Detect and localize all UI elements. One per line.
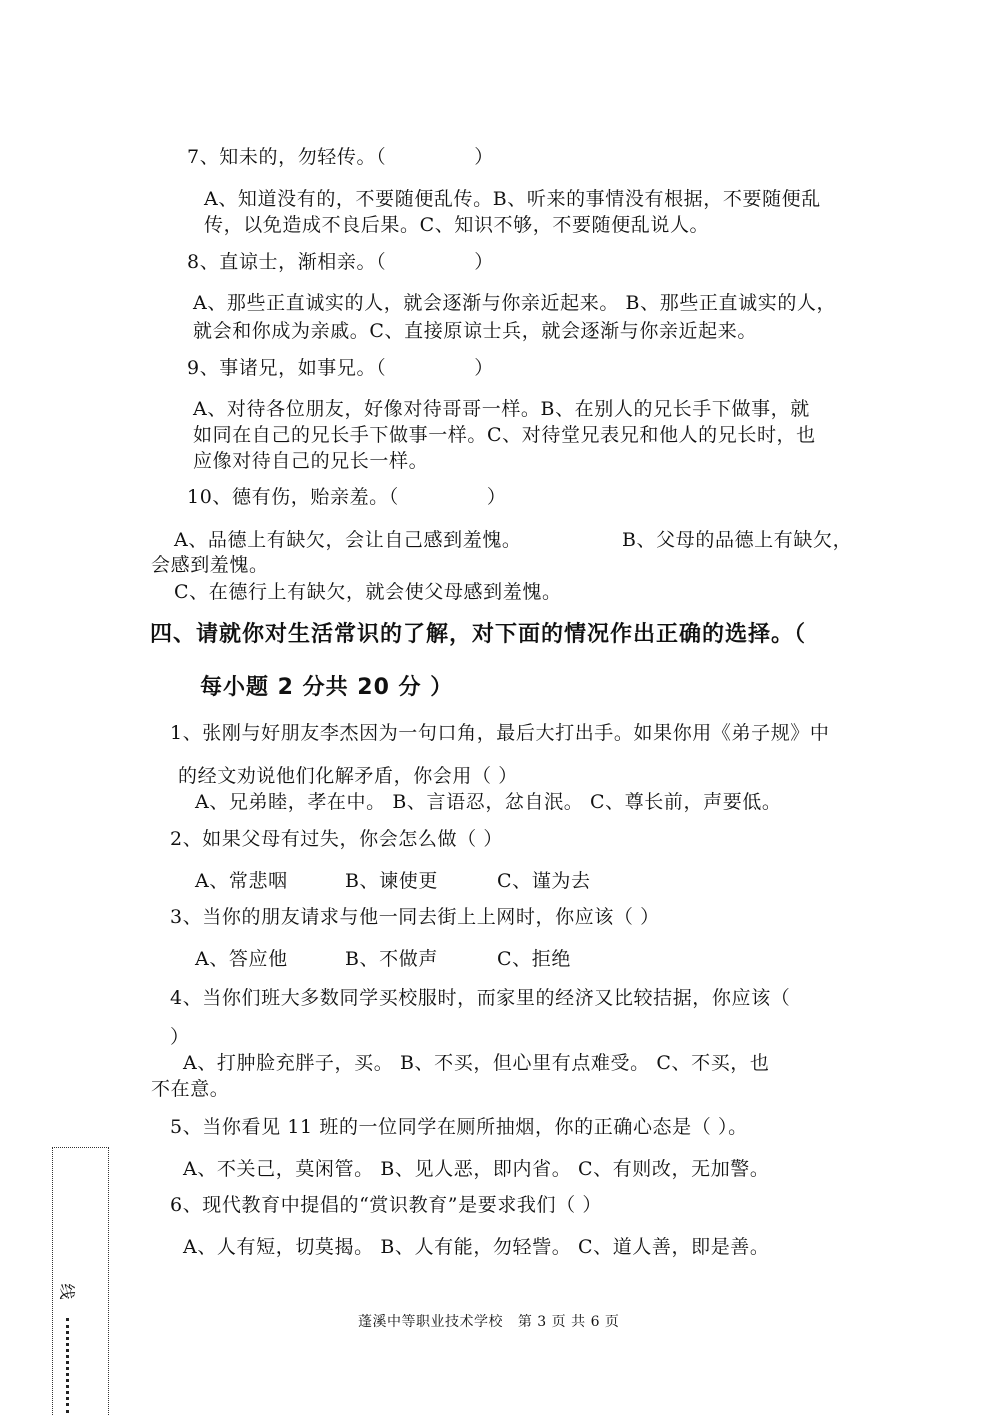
- q7-question: 7、知未的，勿轻传。（ ）: [187, 146, 494, 168]
- s4q3-option-b: B、不做声: [345, 948, 438, 970]
- s4q6-options: A、人有短，切莫揭。 B、人有能，勿轻訾。 C、道人善，即是善。: [183, 1236, 770, 1258]
- s4q3-option-a: A、答应他: [195, 948, 288, 970]
- binding-dotted-line: [66, 1318, 69, 1413]
- footer-page-info: 第 3 页 共 6 页: [517, 1314, 620, 1330]
- q8-option-line2: 就会和你成为亲戚。C、直接原谅士兵，就会逐渐与你亲近起来。: [193, 320, 757, 342]
- s4q4-line2: ）: [170, 1026, 190, 1048]
- section4-title-line1: 四、请就你对生活常识的了解，对下面的情况作出正确的选择。（: [150, 622, 807, 647]
- footer: [358, 1313, 619, 1331]
- q8-question: 8、直谅士，渐相亲。（ ）: [187, 251, 494, 273]
- q10-option-b: B、父母的品德上有缺欠，: [622, 529, 853, 551]
- q10-option-a: A、品德上有缺欠，会让自己感到羞愧。: [174, 529, 522, 551]
- q10-question: 10、德有伤，贻亲羞。（ ）: [187, 486, 507, 508]
- s4q5-options: A、不关己，莫闲管。 B、见人恶，即内省。 C、有则改，无加警。: [183, 1158, 770, 1180]
- footer-school: 蓬溪中等职业技术学校: [358, 1314, 503, 1330]
- q7-option-line2: 传，以免造成不良后果。C、知识不够，不要随便乱说人。: [204, 214, 710, 236]
- s4q1-options: A、兄弟睦，孝在中。 B、言语忍，忿自泯。 C、尊长前，声要低。: [195, 791, 782, 813]
- s4q2-option-b: B、谏使更: [345, 870, 438, 892]
- s4q4-line1: 4、当你们班大多数同学买校服时，而家里的经济又比较拮据，你应该（: [170, 987, 791, 1009]
- q7-option-line1: A、知道没有的，不要随便乱传。B、听来的事情没有根据，不要随便乱: [204, 188, 821, 210]
- binding-margin-box: [52, 1147, 109, 1415]
- s4q4-options: A、打肿脸充胖子，买。 B、不买，但心里有点难受。 C、不买，也: [183, 1052, 770, 1074]
- q9-option-line3: 应像对待自己的兄长一样。: [193, 450, 429, 472]
- s4q3-option-c: C、拒绝: [497, 948, 571, 970]
- s4q4-options-cont: 不在意。: [151, 1078, 230, 1100]
- q9-question: 9、事诸兄，如事兄。（ ）: [187, 357, 494, 379]
- binding-label: 线: [57, 1283, 77, 1300]
- section4-title-line2: 每小题 2 分共 20 分 ）: [200, 675, 454, 700]
- s4q1-line1: 1、张刚与好朋友李杰因为一句口角，最后大打出手。如果你用《弟子规》中: [170, 722, 830, 744]
- s4q5-question: 5、当你看见 11 班的一位同学在厕所抽烟，你的正确心态是（ ）。: [170, 1116, 748, 1138]
- q10-option-b-cont: 会感到羞愧。: [151, 554, 269, 576]
- s4q2-option-a: A、常悲咽: [195, 870, 288, 892]
- q9-option-line2: 如同在自己的兄长手下做事一样。C、对待堂兄表兄和他人的兄长时，也: [193, 424, 816, 446]
- s4q3-question: 3、当你的朋友请求与他一同去街上上网时，你应该（ ）: [170, 906, 660, 928]
- s4q1-line2: 的经文劝说他们化解矛盾，你会用（ ）: [178, 765, 518, 787]
- s4q2-question: 2、如果父母有过失，你会怎么做（ ）: [170, 828, 503, 850]
- q9-option-line1: A、对待各位朋友，好像对待哥哥一样。B、在别人的兄长手下做事，就: [193, 398, 810, 420]
- q10-option-c: C、在德行上有缺欠，就会使父母感到羞愧。: [174, 581, 562, 603]
- s4q2-option-c: C、谨为去: [497, 870, 591, 892]
- s4q6-question: 6、现代教育中提倡的“赏识教育”是要求我们（ ）: [170, 1194, 602, 1216]
- q8-option-line1: A、那些正直诚实的人，就会逐渐与你亲近起来。 B、那些正直诚实的人，: [193, 292, 837, 314]
